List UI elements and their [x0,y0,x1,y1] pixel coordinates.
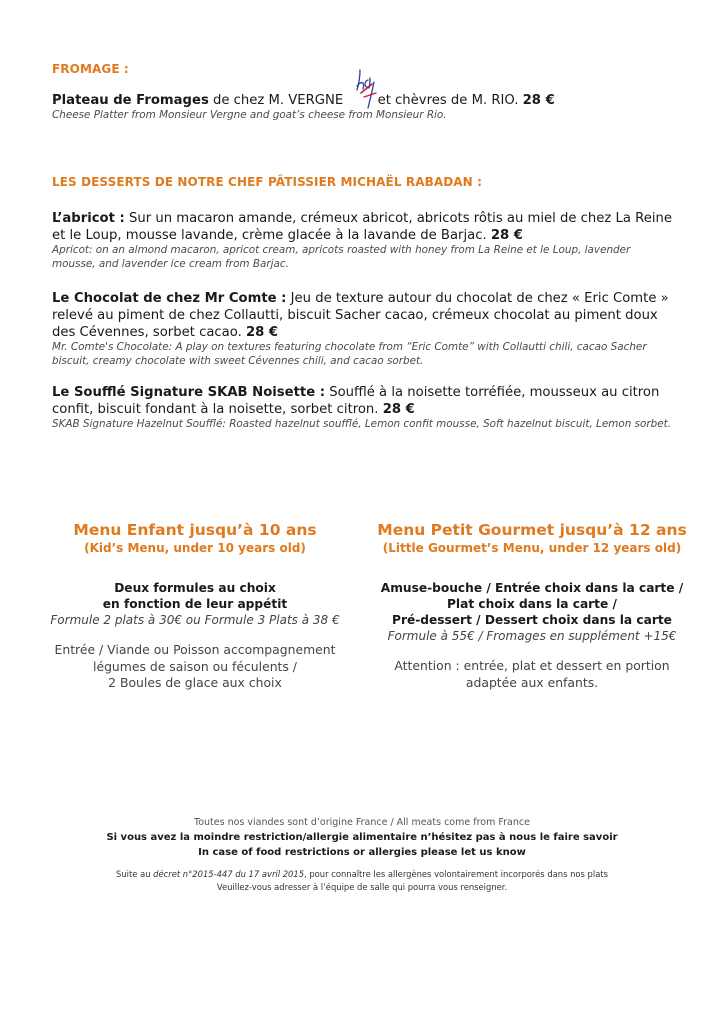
dessert-item-translation: SKAB Signature Hazelnut Soufflé: Roasted hazelnut soufflé, Lemon confit mousse, Soft hazelnut biscuit, Lemon sorbet. [52,418,672,430]
dessert-item-name: Le Soufflé Signature SKAB Noisette : [52,385,326,400]
footer-allergy-fr: Si vous avez la moindre restriction/allergie alimentaire n’hésitez pas à nous le faire savoir [106,832,618,843]
dessert-item-abricot [52,210,672,271]
dessert-item-price: 28 € [245,325,279,340]
menu-gourmet-prices: Formule à 55€ / Fromages en supplément +15€ [387,629,677,643]
dessert-item-translation: Apricot: on an almond macaron, apricot cream, apricots roasted with honey from La Reine et le Loup, lavender mousse, and lavender ice cream from Barjac. [52,244,631,270]
dessert-item-price: 28 € [382,402,415,417]
fromage-item-desc-a: de chez M. VERGNE [208,93,348,108]
menu-enfant-detail-1: Entrée / Viande ou Poisson accompagnement [54,642,336,657]
menu-gourmet-course-1: Amuse-bouche / Entrée choix dans la carte / [380,581,684,595]
dessert-item-translation: Mr. Comte's Chocolate: A play on textures featuring chocolate from “Eric Comte” with Collautti chili, cacao Sacher biscuit, creamy chocolate with sweet Cévennes chili, and cacao sorbet. [52,341,647,367]
menu-enfant-prices: Formule 2 plats à 30€ ou Formule 3 Plats à 38 € [50,613,340,627]
dessert-item-desc: Sur un macaron amande, crémeux abricot, abricots rôtis au miel de chez La Reine et le Loup, mousse lavande, crème glacée à la lavande de Barjac. [52,211,672,243]
fromage-item-price: 28 € [522,93,555,108]
dessert-item-desc: Jeu de texture autour du chocolat de chez « Eric Comte » relevé au piment de chez Collautti, biscuit Sacher cacao, crémeux chocolat au piment doux des Cévennes, sorbet cacao. [52,291,669,340]
fromage-heading: FROMAGE : [52,62,129,76]
menu-enfant-detail-3: 2 Boules de glace aux choix [108,675,282,690]
menu-gourmet-title: Menu Petit Gourmet jusqu’à 12 ans [377,521,687,539]
fromage-item-desc-b: et chèvres de M. RIO. [373,93,523,108]
footer [52,816,672,894]
fromage-item-name: Plateau de Fromages [52,93,209,108]
dessert-item-name: Le Chocolat de chez Mr Comte : [52,291,287,306]
menu-enfant-detail-2: légumes de saison ou féculents / [93,658,297,674]
dessert-item-chocolat [52,290,672,368]
footer-decree [52,868,672,881]
menu-gourmet-note-1: Attention : entrée, plat et dessert en portion [394,658,670,673]
menu-enfant-title: Menu Enfant jusqu’à 10 ans [73,521,317,539]
dessert-item-name: L’abricot : [52,211,125,226]
menu-enfant-subtitle: (Kid’s Menu, under 10 years old) [84,541,306,555]
signature-icon [352,66,384,110]
dessert-item-price: 28 € [490,228,523,243]
footer-contact: Veuillez-vous adresser à l’équipe de salle qui pourra vous renseigner. [216,882,508,892]
menu-enfant-choice-1: Deux formules au choix [114,581,276,595]
footer-decree-a: Suite au [116,869,154,879]
menu-gourmet-note-2: adaptée aux enfants. [465,674,599,690]
menu-gourmet-subtitle: (Little Gourmet’s Menu, under 12 years old) [382,541,682,555]
dessert-item-desc: Soufflé à la noisette torréfiée, mousseux au citron confit, biscuit fondant à la noisette, sorbet citron. [52,385,660,417]
footer-decree-c: , pour connaître les allergènes volontairement incorporés dans nos plats [304,869,608,879]
footer-decree-b: décret n°2015-447 du 17 avril 2015 [153,869,305,879]
desserts-heading: LES DESSERTS DE NOTRE CHEF PÂTISSIER MICHAËL RABADAN : [52,175,482,189]
fromage-item-translation: Cheese Platter from Monsieur Vergne and goat’s cheese from Monsieur Rio. [52,109,447,121]
footer-allergy-en: In case of food restrictions or allergies please let us know [198,847,526,858]
menu-gourmet-course-3: Pré-dessert / Dessert choix dans la carte [392,613,672,627]
menu-enfant-choice-2: en fonction de leur appétit [102,597,288,611]
menu-enfant [30,520,360,692]
dessert-item-souffle [52,384,672,432]
menu-gourmet-course-2: Plat choix dans la carte / [447,597,617,611]
footer-origin: Toutes nos viandes sont d’origine France / All meats come from France [194,817,530,828]
menu-gourmet [364,520,700,691]
